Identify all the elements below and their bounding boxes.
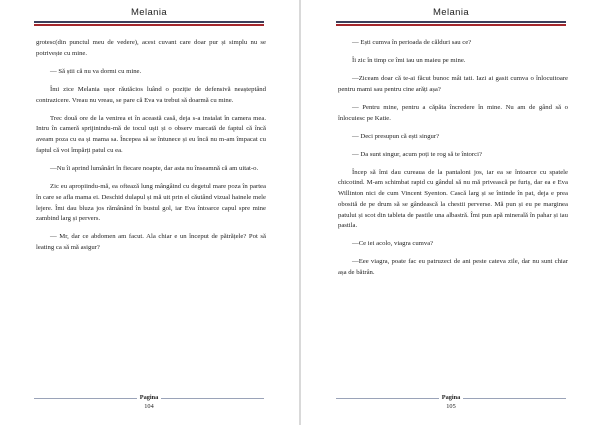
left-header-rule-dark	[34, 21, 264, 23]
left-page-body	[36, 38, 266, 261]
left-paragraph: — Să știi că nu va dormi cu mine.	[50, 67, 142, 75]
left-paragraph: Trec două ore de la venirea ei în această casă, deja s-a instalat în camera mea. Intru în cameră sprijinindu-mă de tocul ușii și o observ marcată de faptul că încă aveam poza cu ea și mama sa. Începea să se întunece și eu încă nu m-am împacat cu faptul că voi împărți patul cu ea.	[36, 114, 266, 154]
left-page	[8, 0, 290, 425]
page-gutter	[299, 0, 301, 425]
left-header-rule-red	[34, 24, 264, 26]
left-paragraph: Îmi zice Melania ușor răutăcios luând o poziție de defensivă neașteptând contrazicere. Vreau nu vreau, se pare că Eva va trebui să doarmă cu mine.	[36, 85, 266, 104]
left-page-number: 104	[144, 403, 154, 410]
right-paragraph: — Ești cumva în perioada de călduri sau ce?	[352, 39, 472, 46]
right-footer-label	[310, 394, 592, 401]
left-paragraph: Zic eu apropiindu-mă, ea oftează lung mângâind cu degetul mare poza în partea în care se afla mama ei. Deschid dulapul și mă uit prin el căutând vizual hainele mele lejere. Îmi dau bluza jos rămânând în bustul gol, iar Eva întoarce capul spre mine zambind larg și pervers.	[36, 182, 266, 223]
right-paragraph: — Pentru mine, pentru a căpăta încredere în mine. Nu am de gând să o înlocuiesc pe Katie.	[338, 103, 568, 122]
left-paragraph: —Nu îi aprind lumânări în fiecare noapte, dar asta nu înseamnă că am uitat-o.	[50, 164, 259, 172]
left-footer-label	[8, 394, 290, 401]
right-header-rule-dark	[336, 21, 566, 23]
right-header-rule-red	[336, 24, 566, 26]
right-footer-label-text: Pagina	[439, 394, 464, 401]
left-page-header-title: Melania	[130, 7, 168, 18]
right-page-body	[338, 38, 568, 286]
left-paragraph: grotesc(din punctul meu de vedere), acest cuvant care doar pur și simplu nu se potrivește cu mine.	[36, 39, 266, 57]
right-page-header-title: Melania	[432, 7, 470, 18]
right-paragraph: — Da sunt singur, acum poți te rog să te întorci?	[352, 150, 482, 158]
left-footer-label-text: Pagina	[137, 394, 162, 401]
right-paragraph: Încep să îmi dau cureaua de la pantaloni jos, iar ea se întoarce cu spatele chicotind. M-am schimbat rapid cu gândul să nu mă privească pe furiș, dar ea e Eva Willinton nici de cum Vincent Syenton. Cască larg și se întinde în pat, deja e prea obosită de pe drum să se gândească la chestii perverse. Mă pun și eu pe marginea patului și scot din tableta de pastile una albastră. Îmi pun apă minerală în pahar și iau pastila.	[338, 168, 568, 230]
right-page	[310, 0, 592, 425]
left-paragraph: — Mr, dar ce abdomen am facut. Ala chiar e un început de pătrățele? Pot să leating ca să mă asigur?	[36, 233, 266, 252]
right-paragraph: Îi zic în timp ce îmi iau un maieu pe mine.	[352, 56, 466, 64]
right-paragraph: — Deci presupun că ești singur?	[352, 132, 440, 140]
right-paragraph: —Ziceam doar că te-ai făcut bunoc mâi tati. Iazi ai gasit cumva o înlocuitoare pentru mami sau pentru cine arăți așa?	[338, 74, 568, 93]
right-paragraph: —Ce iei acolo, viagra cumva?	[352, 240, 434, 248]
right-page-number: 105	[446, 403, 456, 410]
right-paragraph: —Eee viagra, poate fac eu patruzeci de ani peste cateva zile, dar nu sunt chiar așa de bătrân.	[338, 258, 568, 277]
